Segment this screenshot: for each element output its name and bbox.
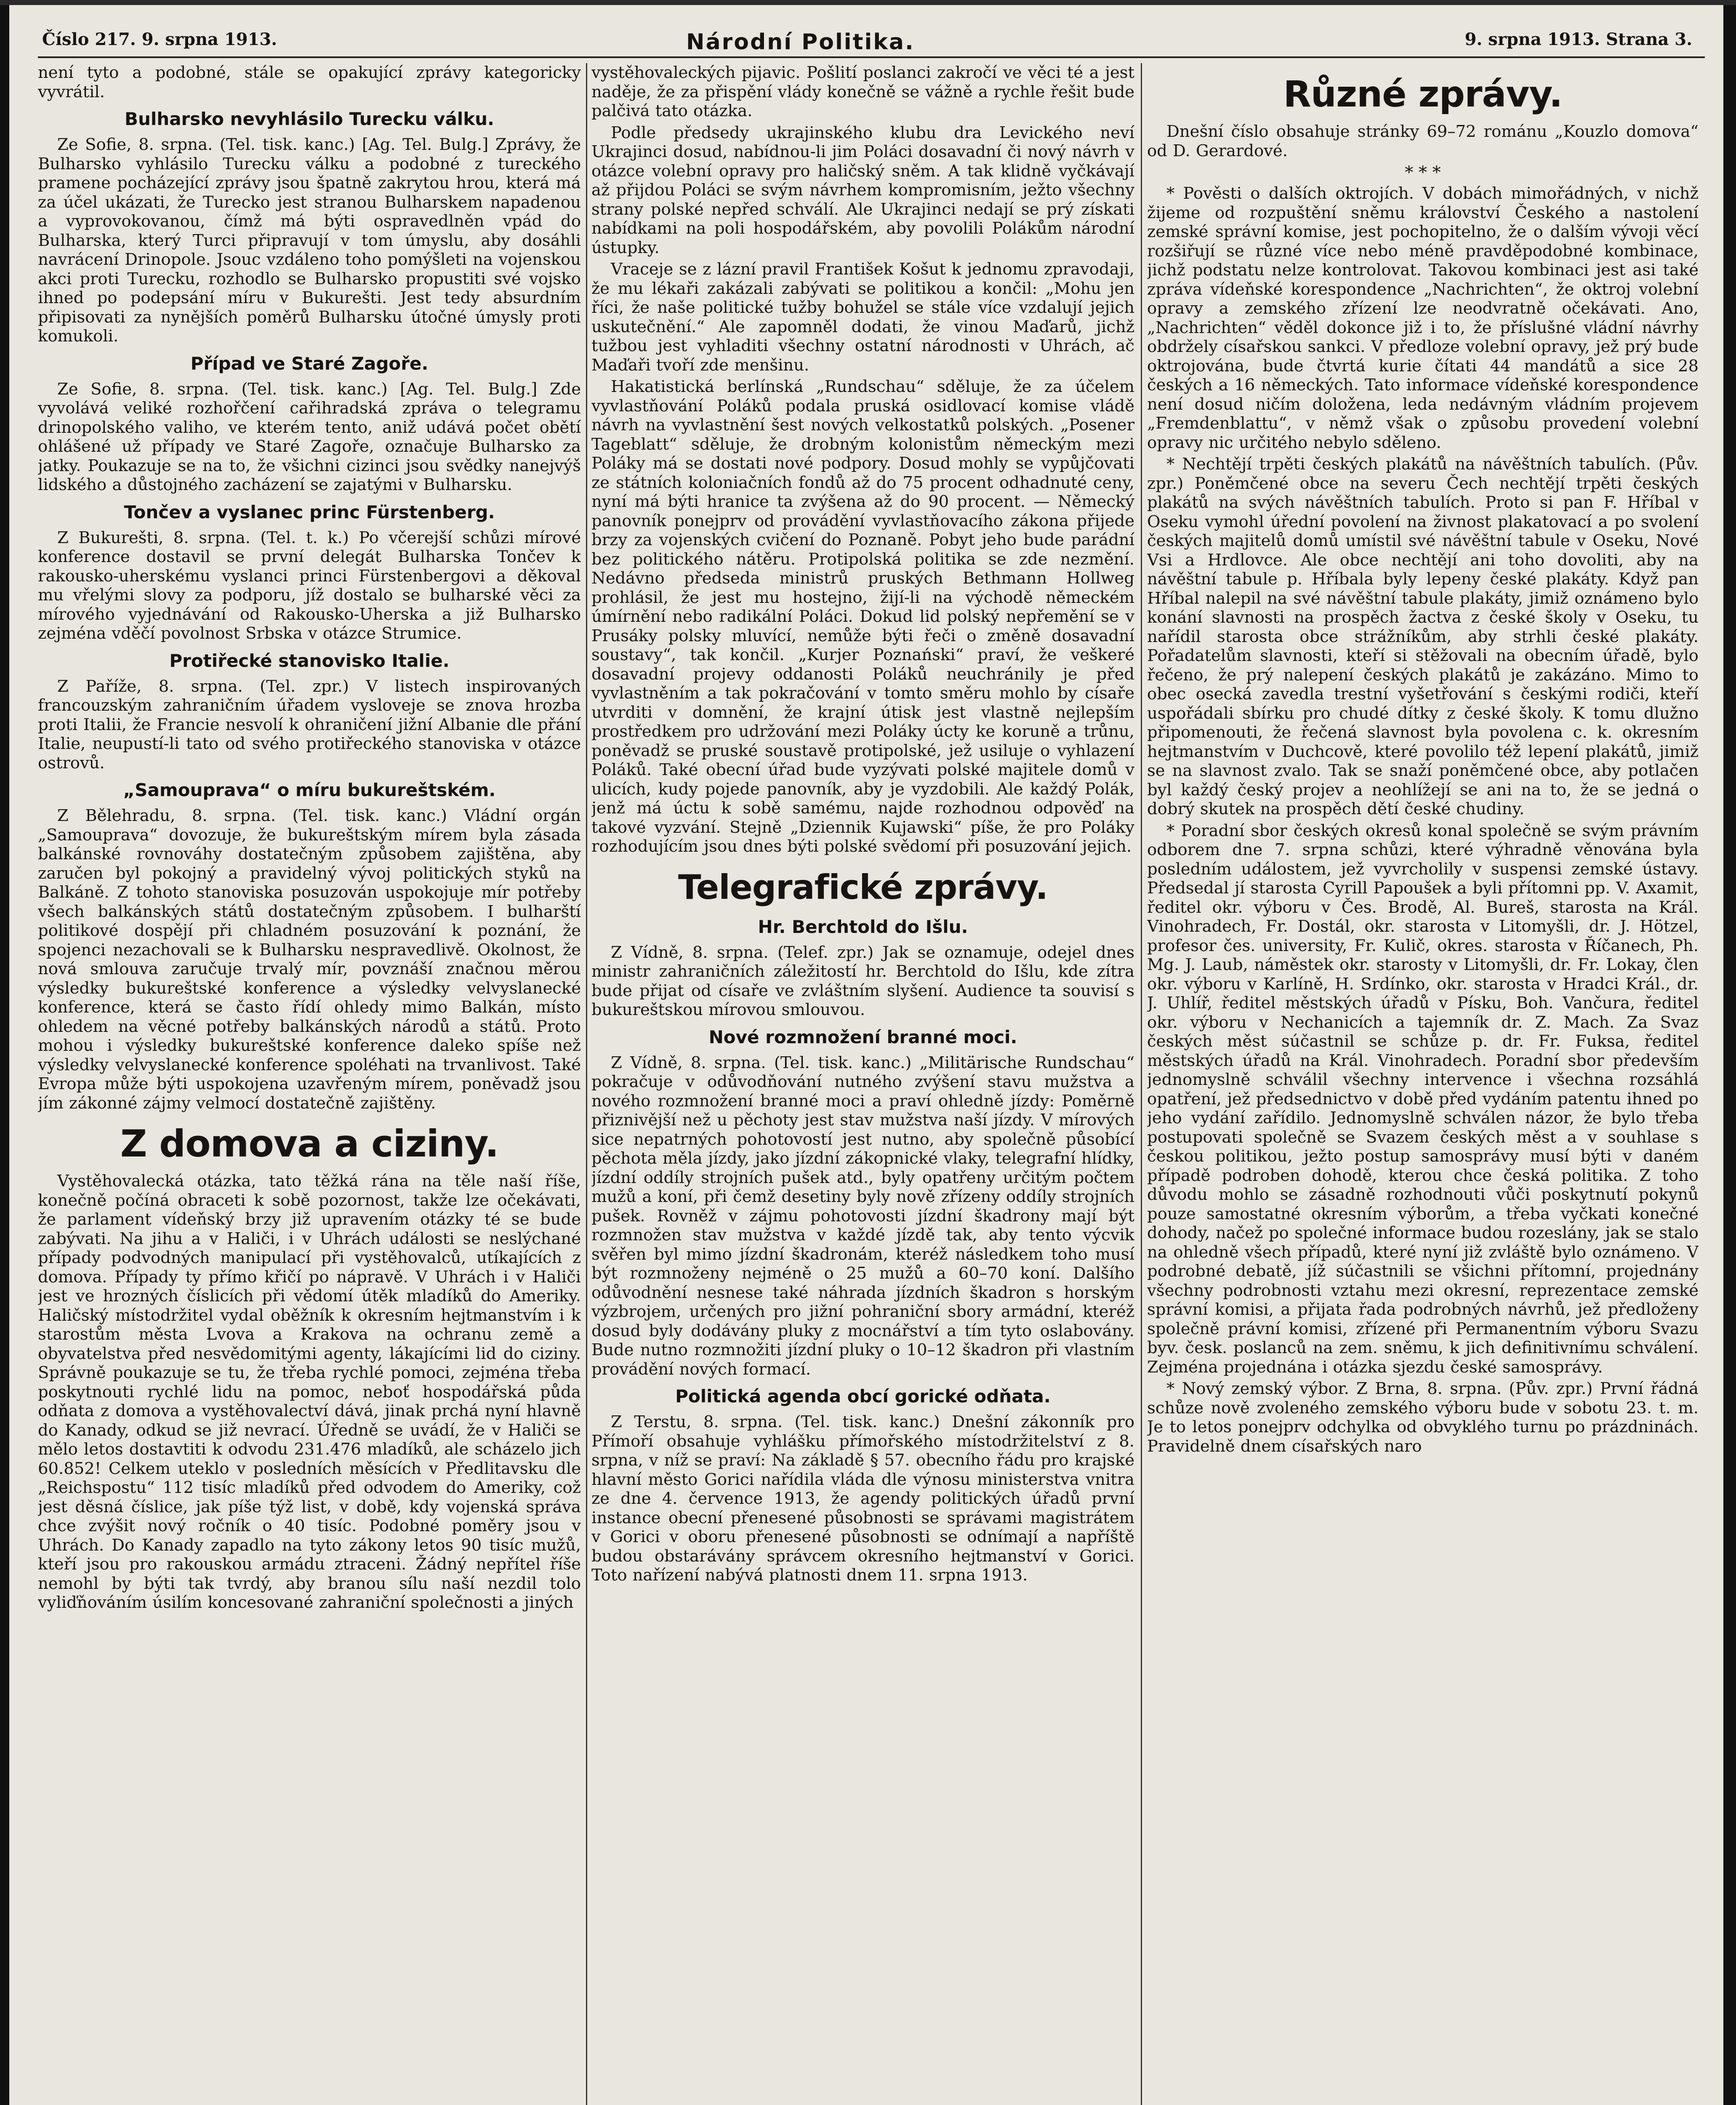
- article-paragraph: není tyto a podobné, stále se opakující zprávy kategoricky vyvrátil.: [38, 63, 581, 101]
- newspaper-page: [29, 13, 1709, 2105]
- article-headline: Hr. Berchtold do Išlu.: [758, 916, 968, 937]
- article-paragraph: * Nechtějí trpěti českých plakátů na návěštních tabulích. (Pův. zpr.) Poněmčené obce na severu Čech nechtějí trpěti českých plakátů na svých návěštních tabulích. Proto si pan F. Hříbal v Oseku vymohl úřední povolení na živnost plakatovací a po svolení českých majitelů domů umístil své návěštní tabule v Oseku, Nové Vsi a Hrdlovce. Ale obce nechtějí ani toho dovoliti, aby na návěštní tabule p. Hříbala byly lepeny české plakáty. Když pan Hříbal nalepil na své návěštní tabule plakáty, jimiž oznámeno bylo konání slavnosti na prospěch žactva z české školy v Oseku, tu nařídil starosta obce strážníkům, aby strhli české plakáty. Pořadatelům slavnosti, kteří si stěžovali na obecním úřadě, bylo řečeno, že prý nalepení českých plakátů je zakázáno. Mimo to obec osecká zavedla trestní vyšetřování s českými rodiči, kteří uspořádali sbírku pro chudé dítky z české školy. K tomu dlužno připomenouti, že řečená slavnost byla povolena c. k. okresním hejtmanstvím v Duchcově, které povolilo též lepení plakátů, jimiž se na slavnost zvalo. Tak se snaží poněmčené obce, aby potlačen byl každý český projev a neohlížejí se ani na to, že se jedná o dobrý skutek na prospěch dětí české chudiny.: [1147, 455, 1699, 818]
- article-paragraph: * Poradní sbor českých okresů konal společně se svým právním odborem dne 7. srpna schůzi, které výhradně věnována byla posledním událostem, jež vyvrcholily v suspensi zemské ústavy. Předsedal jí starosta Cyrill Papoušek a byli přítomni pp. V. Axamit, ředitel okr. výboru v Čes. Brodě, Al. Bureš, starosta na Král. Vinohradech, Fr. Dostál, okr. starosta v Litomyšli, dr. J. Hötzel, profesor čes. university, Fr. Kulič, okres. starosta v Říčanech, Ph. Mg. J. Laub, náměstek okr. starosty v Litomyšli, dr. Fr. Lokay, člen okr. výboru v Karlíně, H. Srdínko, okr. starosta v Hradci Král., dr. J. Uhlíř, ředitel městských úřadů v Písku, Boh. Vančura, ředitel okr. výboru v Nechanicích a tajemník dr. Z. Mach. Za Svaz českých měst súčastnil se schůze p. dr. Fr. Fuksa, ředitel městských úřadů na Král. Vinohradech. Poradní sbor především jednomyslně schválil všechny intervence i všechna rozsáhlá opatření, jež předsednictvo v době před vydáním patentu ihned po jeho vydání zařídilo. Jednomyslně schválen názor, že bylo třeba postupovati společně se Svazem českých měst a v souhlase s českou politikou, ježto postup samosprávy musí býti v daném případě podroben dohodě, kterou chce česká politika. Z toho důvodu mohlo se zásadně rozhodnouti vůči poskytnutí pokynů pouze samostatné okresním výborům, a třeba vyčkati konečné dohody, načež po společné informace budou rozeslány, jak se stalo na ohledně všech případů, které nyní již zvláště bylo oznámeno. V podrobné debatě, jíž súčastnili se všichni přítomní, projednány všechny podrobnosti vztahu mezi okresní, reprezentace zemské správní komisi, a přijata řada podrobných návrhů, jež předloženy společně právní komisi, zřízené při Permanentním výboru Svazu byv. česk. poslanců na zem. sněmu, k jich definitivnímu schválení. Zejména projednána i otázka sjezdu české samosprávy.: [1147, 821, 1699, 1377]
- article-headline: Protiřecké stanovisko Italie.: [169, 650, 450, 671]
- article-headline: Případ ve Staré Zagoře.: [190, 353, 429, 374]
- article-paragraph: * Pověsti o dalších oktrojích. V dobách mimořádných, v nichž žijeme od rozpuštění sněmu království Českého a nastolení zemské správní komise, jest pochopitelno, že o dalším vývoji věcí rozšiřují se různé více nebo méně pravděpodobné kombinace, jichž podstatu nelze kontrolovat. Takovou kombinaci jest asi také zpráva vídeňské korespondence „Nachrichten“, že oktroj volební opravy a zemského zřízení lze neodvratně očekávati. Ano, „Nachrichten“ věděl dokonce již i to, že příslušné vládní návrhy obdržely císařskou sankci. V předloze volební opravy, jež prý bude oktrojována, bude čtvrtá kurie čítati 44 mandátů a sice 28 českých a 16 německých. Tato informace vídeňské korespondence není dosud ničím doložena, leda nedávným vládním projevem „Fremdenblattu“, v němž však o způsobu provedení volební opravy nic určitého nebylo sděleno.: [1147, 184, 1699, 452]
- section-title: Z domova a ciziny.: [120, 1122, 499, 1165]
- section-title: Telegrafické zprávy.: [678, 867, 1048, 907]
- issue-number: Číslo 217. 9. srpna 1913.: [42, 29, 277, 49]
- column-middle: [591, 63, 1134, 2105]
- scan-edge-left: [0, 0, 9, 2105]
- article-headline: Tončev a vyslanec princ Fürstenberg.: [124, 501, 495, 522]
- article-paragraph: Vystěhovalecká otázka, tato těžká rána na těle naší říše, konečně počíná obraceti k sobě pozornost, takže lze očekávati, že parlament vídeňský brzy již upravením otázky té se bude zabývati. Na jihu a v Haliči, i v Uhrách události se neslýchané případy podvodných manipulací při vystěhovalců, utíkajících z domova. Případy ty přímo křičí po nápravě. V Uhrách i v Haliči jest ve hrozných číslicích při vědomí útěk mladíků do Ameriky. Haličský místodržitel vydal oběžník k okresním hejtmanstvím i k starostům města Lvova a Krakova na ochranu země a obyvatelstva před nesvědomitými agenty, lákajícími lid do ciziny. Správně poukazuje se tu, že třeba rychlé pomoci, zejména třeba poskytnouti rychlé lidu na pomoc, neboť hospodářská půda odňata z domova a vystěhovalectví dává, jinak prchá nyní hlavně do Kanady, odkud se již nevrací. Úředně se uvádí, že v Haliči se mělo letos dostavtiti k odvodu 231.476 mladíků, ale scházelo jich 60.852! Celkem uteklo v posledních měsících v Předlitavsku dle „Reichspostu“ 112 tisíc mladíků před odvodem do Ameriky, což jest děsná číslice, jak píše týž list, v době, kdy vojenská správa chce zvýšit nový ročník o 40 tisíc. Podobné poměry jsou v Uhrách. Do Kanady zapadlo na tyto zákony letos 90 tisíc mužů, kteří jsou pro rakouskou armádu ztraceni. Žádný nepřítel říše nemohl by býti tak tvrdý, aby branou sílu naší nezdil tolo vyliďňováním úsilím koncesované zahraniční společnosti a jiných: [38, 1172, 581, 1612]
- article-paragraph: Ze Sofie, 8. srpna. (Tel. tisk. kanc.) [Ag. Tel. Bulg.] Zprávy, že Bulharsko vyhlásilo Turecku válku a podobné z tureckého pramene pocházející zprávy jsou špatně zakrytou hrou, která má za účel ukázati, že Turecko jest stranou Bulharskem napadenou a vyprovokovanou, čímž má býti ospravedlněn vpád do Bulharska, který Turci připravují v tom úmyslu, aby dosáhli navrácení Drinopole. Jsouc vzdáleno toho pomýšleti na vojenskou akci proti Turecku, rozhodlo se Bulharsko propustiti své vojsko ihned po podepsání míru v Bukurešti. Jest tedy absurdním připisovati za nynějších poměrů Bulharsku útočné úmysly proti komukoli.: [38, 135, 581, 346]
- article-paragraph: Vraceje se z lázní pravil František Košut k jednomu zpravodaji, že mu lékaři zakázali zabývati se politikou a končil: „Mohu jen říci, že naše politické tužby bohužel se stále více vzdalují jejich uskutečnění.“ Ale zapomněl dodati, že vinou Maďarů, jichž tužbou jest vyhladiti všechny ostatní národnosti v Uhrách, ač Maďaři tvoří zde menšinu.: [591, 260, 1134, 375]
- scan-edge-right: [1723, 0, 1736, 2105]
- article-paragraph: Podle předsedy ukrajinského klubu dra Levického neví Ukrajinci dosud, nabídnou-li jim Poláci dosavadní či nový návrh v otázce volební opravy pro haličský sněm. A tak klidně vyčkávají až přijdou Poláci se svým návrhem kompromisním, ježto všechny strany polské nepřed schválí. Ale Ukrajinci nedají se prý získati nabídkami na poli hospodářském, aby povolili Polákům národní ústupky.: [591, 123, 1134, 257]
- header-rule: [38, 56, 1705, 58]
- article-paragraph: Z Paříže, 8. srpna. (Tel. zpr.) V listech inspirovaných francouzským zahraničním úřadem vysloveje se znova hrozba proti Italii, že Francie nesvolí k ohraničení jižní Albanie dle přání Italie, neupustí-li tato od svého protiřeckého stanoviska v otázce ostrovů.: [38, 677, 581, 773]
- article-paragraph: Z Bukurešti, 8. srpna. (Tel. t. k.) Po včerejší schůzi mírové konference dostavil se první delegát Bulharska Tončev k rakousko-uherskému vyslanci princi Fürstenbergovi a děkoval mu vřelými slovy za podporu, jíž dostalo se bulharské věci za mírového vyjednávání od Rakousko-Uherska a již Bulharsko zejména vděčí povolnost Srbska v otázce Strumice.: [38, 528, 581, 643]
- article-paragraph: Hakatistická berlínská „Rundschau“ sděluje, že za účelem vyvlastňování Poláků podala pruská osidlovací komise vládě návrh na vyvlastnění šest nových velkostatků polských. „Posener Tageblatt“ sděluje, že drobným kolonistům německým mezi Poláky má se dostati nové podpory. Dosud mohly se vypůjčovati ze státních koloniačních fondů až do 75 procent odhadnuté ceny, nyní má býti hranice ta zvýšena až do 90 procent. — Německý panovník ponejprv od provádění vyvlastňovacího zákona přijede brzy za vojenských cvičení do Poznaně. Pobyt jeho bude parádní bez politického nátěru. Protipolská politika se zde nezmění. Nedávno předseda ministrů pruských Bethmann Hollweg prohlásil, že jest mu hostejno, žijí-li na východě německém úmírnění nebo radikální Poláci. Dokud lid polský nepřemění se v Prusáky polsky mluvící, nemůže býti řeči o změně dosavadní soustavy“, tak končil. „Kurjer Poznański“ praví, že veškeré dosavadní projevy oddanosti Poláků neuchránily je před vyvlastněním a tak pokračování v tomto směru mohlo by císaře utvrditi v domnění, že krajní útisk jest vlastně nejlepším prostředkem pro udržování mezi Poláky úcty ke koruně a trůnu, poněvadž se pruské soustavě protipolské, jež usiluje o vyhlazení Poláků. Také obecní úřad bude vyzývati polské majitele domů v ulicích, kudy pojede panovník, aby je vyzdobili. Ale každý Polák, jenž má úctu k sobě samému, najde rozhodnou odpověď na takové vyzvání. Stejně „Dziennik Kujawski“ píše, že pro Poláky rozhodujícím jsou dnes býti polské svědomí při posuzování jejich.: [591, 377, 1134, 856]
- article-headline: Nové rozmnožení branné moci.: [708, 1026, 1017, 1047]
- page-header: [29, 13, 1709, 63]
- divider-stars: * * *: [1405, 163, 1441, 182]
- article-headline: Bulharsko nevyhlásilo Turecku válku.: [125, 109, 494, 129]
- section-title: Různé zprávy.: [1283, 73, 1563, 115]
- page-number: 9. srpna 1913. Strana 3.: [1464, 29, 1692, 49]
- column-right: [1147, 63, 1699, 2105]
- article-paragraph: Z Vídně, 8. srpna. (Tel. tisk. kanc.) „Militärische Rundschau“ pokračuje v odůvodňování nutného zvýšení stavu mužstva a nového rozmnožení branné moci a praví ohledně jízdy: Poměrně přiznivější než u pěchoty jest stav mužstva naší jízdy. V mírových sice nepatrných pohotovostí jest nutno, aby společně působící pěchota měla jízdy, jako jízdní zákopnické vlaky, telegrafní hlídky, jízdní oddíly strojních pušek atd., byly opatřeny určitým počtem mužů a koní, při čemž desetiny byly nově zřízeny oddíly strojních pušek. Rovněž v zájmu pohotovosti jízdní škadrony mají být rozmnožen stav mužstva v každé jízdě tak, aby tento výcvik svěřen byl mimo jízdní škadronám, kteréž následkem toho musí být rozmnoženy nejméně o 25 mužů a 60–70 koní. Dalšího odůvodnění nesnese také náhrada jízdních škadron s horským výzbrojem, určených pro jižní pohraniční sbory armádní, kteréž dosud byly dodávány pluky z mocnářství a tím tyto oslabovány. Bude nutno rozmnožiti jízdní pluky o 10–12 škadron při vlastním provádění nových formací.: [591, 1053, 1134, 1379]
- article-headline: „Samouprava“ o míru bukureštském.: [123, 780, 496, 800]
- scan-edge-top: [0, 0, 1736, 5]
- article-paragraph: Z Bělehradu, 8. srpna. (Tel. tisk. kanc.) Vládní orgán „Samouprava“ dovozuje, že bukureštským mírem byla zásada balkánské rovnováhy dostatečným způsobem zajištěna, aby zaručen byl pokojný a pravidelný vývoj politických styků na Balkáně. Z tohoto stanoviska posuzován uspokojuje mír potřeby všech balkánských států dostatečným způsobem. I bulharští politikové dospějí při chladném posuzování k poznání, že spojenci nezachovali se k Bulharsku nespravedlivě. Okolnost, že nová smlouva zaručuje trvalý mír, povznáší značnou měrou výsledky bukureštské konference a výsledky velvyslanecké konference, která se často řídí ohledy mimo Balkán, místo ohledem na věcné potřeby balkánských národů a států. Proto mohou i výsledky bukureštské konference daleko spíše než výsledky velvyslanecké konference spoléhati na trvanlivost. Také Evropa může býti uspokojena uzavřeným mírem, poněvadž jsou jím zákonné zájmy velmocí dostatečně zajištěny.: [38, 806, 581, 1113]
- article-paragraph: Z Vídně, 8. srpna. (Telef. zpr.) Jak se oznamuje, odejel dnes ministr zahraničních záležitostí hr. Berchtold do Išlu, kde zítra bude přijat od císaře ve zvláštním slyšení. Audience ta souvisí s bukureštskou mírovou smlouvou.: [591, 943, 1134, 1019]
- article-paragraph: Z Terstu, 8. srpna. (Tel. tisk. kanc.) Dnešní zákonník pro Přímoří obsahuje vyhlášku přímořského místodržitelství z 8. srpna, v níž se praví: Na základě § 57. obecního řádu pro krajské hlavní město Gorici nařídila vláda dle výnosu ministerstva vnitra ze dne 4. července 1913, že agendy politických úřadů první instance obecní přenesené působnosti se správami magistrátem v Gorici v oboru přenesené působnosti se odnímají a napříště budou obstarávány správcem okresního hejtmanství v Gorici. Toto nařízení nabývá platnosti dnem 11. srpna 1913.: [591, 1412, 1134, 1585]
- article-paragraph: Ze Sofie, 8. srpna. (Tel. tisk. kanc.) [Ag. Tel. Bulg.] Zde vyvolává veliké rozhořčení cařihradská zpráva o telegramu drinopolského valiho, ve kterém tento, aniž udává počet obětí ohlášené už případy ve Staré Zagoře, označuje Bulharsko za jatky. Poukazuje se na to, že všichni cizinci jsou svědky nanejvýš lidského a důstojného zacházení se zajatými v Bulharsku.: [38, 379, 581, 494]
- article-headline: Politická agenda obcí gorické odňata.: [675, 1386, 1051, 1407]
- article-paragraph: * Nový zemský výbor. Z Brna, 8. srpna. (Pův. zpr.) První řádná schůze nově zvoleného zemského výboru bude v sobotu 23. t. m. Je to letos ponejprv odchylka od obvyklého turnu po prázdninách. Pravidelně dnem císařských naro: [1147, 1379, 1699, 1456]
- column-rule: [586, 63, 587, 2105]
- column-rule: [1141, 63, 1142, 2105]
- column-left: [38, 63, 581, 2105]
- article-paragraph: vystěhovaleckých pijavic. Pošlití poslanci zakročí ve věci té a jest naděje, že za přispění vlády konečně se vážně a rychle řešit bude palčivá tato otázka.: [591, 63, 1134, 120]
- masthead: Národní Politika.: [686, 29, 915, 55]
- article-paragraph: Dnešní číslo obsahuje stránky 69–72 románu „Kouzlo domova“ od D. Gerardové.: [1147, 122, 1699, 160]
